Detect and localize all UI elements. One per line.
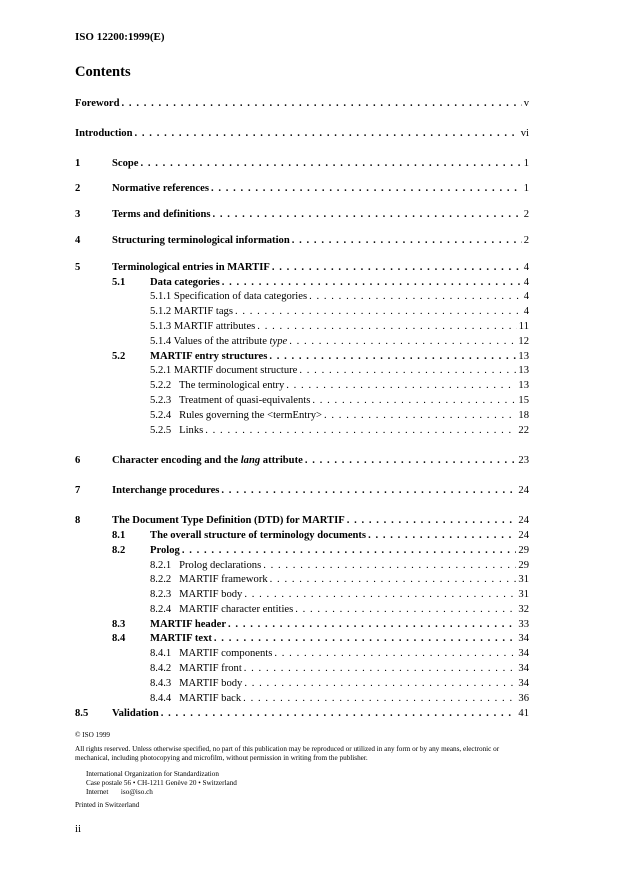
toc-entry[interactable] bbox=[75, 514, 529, 527]
page-number: ii bbox=[75, 823, 82, 835]
toc-entry-title: 5.1.2 MARTIF tags bbox=[150, 306, 233, 317]
toc-entry-page: 34 bbox=[518, 678, 529, 689]
toc-entry-number: 7 bbox=[75, 485, 81, 496]
toc-entry-title: 8.2.3 MARTIF body bbox=[150, 589, 243, 600]
toc-entry-title: 5.2.4 Rules governing the <termEntry> bbox=[150, 410, 323, 421]
publisher-address: Case postale 56 • CH-1211 Genève 20 • Switzerland bbox=[86, 779, 237, 787]
toc-entry-number: 3 bbox=[75, 209, 81, 220]
toc-dot-leader bbox=[295, 603, 516, 616]
toc-entry-page: 18 bbox=[518, 410, 529, 421]
toc-dot-leader bbox=[161, 707, 517, 720]
toc-dot-leader bbox=[312, 394, 516, 407]
publisher-internet: Internet iso@iso.ch bbox=[86, 788, 153, 796]
toc-dot-leader bbox=[270, 573, 517, 586]
toc-entry-page: 13 bbox=[518, 365, 529, 376]
toc-entry-title: Terminological entries in MARTIF bbox=[112, 262, 270, 273]
toc-entry-title: The overall structure of terminology documents bbox=[150, 530, 367, 541]
toc-entry-number: 5.2 bbox=[112, 351, 126, 362]
toc-entry[interactable] bbox=[75, 484, 529, 497]
toc-entry-number: 2 bbox=[75, 183, 81, 194]
toc-entry-page: 2 bbox=[523, 235, 529, 246]
toc-dot-leader bbox=[305, 454, 517, 467]
toc-entry-title: Character encoding and the lang attribute bbox=[112, 455, 303, 466]
toc-entry[interactable] bbox=[75, 127, 529, 140]
toc-entry-page: 11 bbox=[518, 321, 529, 332]
toc-entry-page: 29 bbox=[518, 545, 529, 556]
toc-dot-leader bbox=[211, 182, 522, 195]
toc-entry-page: 2 bbox=[523, 209, 529, 220]
toc-dot-leader bbox=[214, 632, 517, 645]
toc-entry[interactable] bbox=[150, 559, 529, 572]
toc-entry[interactable] bbox=[150, 335, 529, 348]
toc-entry[interactable] bbox=[150, 692, 529, 705]
toc-entry[interactable] bbox=[150, 424, 529, 437]
toc-entry-page: 34 bbox=[518, 633, 529, 644]
toc-entry-number: 8.3 bbox=[112, 619, 126, 630]
toc-entry-title: MARTIF header bbox=[150, 619, 227, 630]
toc-entry-title: 8.4.3 MARTIF body bbox=[150, 678, 243, 689]
toc-dot-leader bbox=[299, 364, 516, 377]
toc-entry-number: 6 bbox=[75, 455, 81, 466]
toc-entry-title: Prolog bbox=[150, 545, 180, 556]
toc-entry-title: Data categories bbox=[150, 277, 220, 288]
toc-dot-leader bbox=[222, 276, 522, 289]
toc-entry[interactable] bbox=[75, 208, 529, 221]
toc-entry-number: 8.4 bbox=[112, 633, 126, 644]
copyright-notice: © ISO 1999 bbox=[75, 731, 111, 739]
toc-entry-title: 5.1.1 Specification of data categories bbox=[150, 291, 308, 302]
publisher-name: International Organization for Standardization bbox=[86, 770, 219, 778]
toc-dot-leader bbox=[368, 529, 516, 542]
toc-entry[interactable] bbox=[150, 290, 529, 303]
toc-entry-title: 8.2.2 MARTIF framework bbox=[150, 574, 268, 585]
toc-entry-title: 8.4.1 MARTIF components bbox=[150, 648, 273, 659]
toc-entry-title: 8.2.1 Prolog declarations bbox=[150, 560, 262, 571]
toc-entry-page: 34 bbox=[518, 648, 529, 659]
toc-entry[interactable] bbox=[150, 394, 529, 407]
toc-entry[interactable] bbox=[150, 320, 529, 333]
toc-entry-page: 4 bbox=[523, 262, 529, 273]
toc-dot-leader bbox=[286, 379, 516, 392]
toc-entry[interactable] bbox=[150, 677, 529, 690]
toc-dot-leader bbox=[122, 97, 522, 110]
toc-entry-title: 5.1.4 Values of the attribute type bbox=[150, 336, 288, 347]
toc-entry[interactable] bbox=[75, 157, 529, 170]
toc-dot-leader bbox=[140, 157, 521, 170]
toc-entry-title: 5.2.2 The terminological entry bbox=[150, 380, 285, 391]
toc-entry-page: 36 bbox=[518, 693, 529, 704]
toc-entry-title: Structuring terminological information bbox=[112, 235, 290, 246]
toc-dot-leader bbox=[244, 662, 517, 675]
toc-entry[interactable] bbox=[75, 97, 529, 110]
page-title: Contents bbox=[75, 64, 131, 80]
toc-dot-leader bbox=[257, 320, 517, 333]
toc-entry-page: 34 bbox=[518, 663, 529, 674]
toc-entry-number: 8 bbox=[75, 515, 81, 526]
toc-entry[interactable] bbox=[75, 182, 529, 195]
toc-entry-title: 5.2.3 Treatment of quasi-equivalents bbox=[150, 395, 311, 406]
toc-entry-page: 4 bbox=[523, 291, 529, 302]
toc-entry-number: 5.1 bbox=[112, 277, 126, 288]
document-header: ISO 12200:1999(E) bbox=[75, 31, 165, 43]
toc-entry-title: 8.2.4 MARTIF character entities bbox=[150, 604, 294, 615]
toc-entry-title: 5.2.1 MARTIF document structure bbox=[150, 365, 298, 376]
toc-entry-page: 1 bbox=[523, 183, 529, 194]
toc-entry-title: The Document Type Definition (DTD) for MARTIF bbox=[112, 515, 345, 526]
toc-entry-page: 15 bbox=[518, 395, 529, 406]
toc-entry-number: 1 bbox=[75, 158, 81, 169]
toc-entry-page: 41 bbox=[518, 708, 529, 719]
toc-entry[interactable] bbox=[150, 305, 529, 318]
printed-note: Printed in Switzerland bbox=[75, 801, 140, 809]
toc-entry-number: 4 bbox=[75, 235, 81, 246]
toc-entry-title: Terms and definitions bbox=[112, 209, 211, 220]
toc-entry-title: 5.2.5 Links bbox=[150, 425, 204, 436]
toc-entry[interactable] bbox=[150, 573, 529, 586]
toc-dot-leader bbox=[263, 559, 516, 572]
toc-entry-page: 4 bbox=[523, 306, 529, 317]
toc-entry-page: 23 bbox=[518, 455, 529, 466]
toc-entry-number: 5 bbox=[75, 262, 81, 273]
toc-entry[interactable] bbox=[112, 544, 529, 557]
toc-entry-title: Validation bbox=[112, 708, 159, 719]
toc-entry-page: 12 bbox=[518, 336, 529, 347]
toc-entry-page: 24 bbox=[518, 515, 529, 526]
toc-entry-number: 8.1 bbox=[112, 530, 126, 541]
toc-entry[interactable] bbox=[112, 618, 529, 631]
toc-entry-number: 8.2 bbox=[112, 545, 126, 556]
toc-entry[interactable] bbox=[75, 234, 529, 247]
toc-entry-title: 8.4.4 MARTIF back bbox=[150, 693, 242, 704]
toc-entry-page: 4 bbox=[523, 277, 529, 288]
toc-entry-page: v bbox=[523, 98, 529, 109]
toc-entry-page: vi bbox=[520, 128, 529, 139]
toc-dot-leader bbox=[244, 588, 516, 601]
toc-entry[interactable] bbox=[150, 662, 529, 675]
toc-dot-leader bbox=[135, 127, 519, 140]
toc-dot-leader bbox=[182, 544, 517, 557]
toc-entry-title: MARTIF text bbox=[150, 633, 212, 644]
toc-entry-page: 32 bbox=[518, 604, 529, 615]
toc-dot-leader bbox=[292, 234, 522, 247]
toc-dot-leader bbox=[269, 350, 516, 363]
toc-entry[interactable] bbox=[112, 529, 529, 542]
toc-entry[interactable] bbox=[75, 707, 529, 720]
toc-entry-page: 13 bbox=[518, 351, 529, 362]
toc-entry[interactable] bbox=[112, 276, 529, 289]
toc-entry[interactable] bbox=[112, 632, 529, 645]
toc-entry-title: 8.4.2 MARTIF front bbox=[150, 663, 242, 674]
toc-dot-leader bbox=[221, 484, 516, 497]
toc-entry[interactable] bbox=[150, 603, 529, 616]
toc-dot-leader bbox=[243, 692, 516, 705]
rights-statement: All rights reserved. Unless otherwise specified, no part of this publication may be reproduced or utilized in any form or by any means, electronic or mechanical, including photocopying and microfilm, without permission in writing from the publisher. bbox=[75, 745, 500, 762]
toc-entry-page: 13 bbox=[518, 380, 529, 391]
toc-entry-title: 5.1.3 MARTIF attributes bbox=[150, 321, 256, 332]
toc-dot-leader bbox=[309, 290, 522, 303]
toc-entry-title: Normative references bbox=[112, 183, 209, 194]
toc-dot-leader bbox=[205, 424, 516, 437]
toc-entry[interactable] bbox=[150, 379, 529, 392]
toc-entry-page: 24 bbox=[518, 530, 529, 541]
toc-entry-page: 31 bbox=[518, 574, 529, 585]
toc-dot-leader bbox=[289, 335, 516, 348]
toc-entry-title: Interchange procedures bbox=[112, 485, 220, 496]
toc-entry-title: Introduction bbox=[75, 128, 133, 139]
toc-dot-leader bbox=[272, 261, 522, 274]
toc-entry-title: Foreword bbox=[75, 98, 120, 109]
toc-dot-leader bbox=[235, 305, 522, 318]
toc-dot-leader bbox=[324, 409, 516, 422]
toc-dot-leader bbox=[244, 677, 516, 690]
toc-entry[interactable] bbox=[150, 364, 529, 377]
toc-dot-leader bbox=[347, 514, 517, 527]
toc-entry[interactable] bbox=[112, 350, 529, 363]
toc-entry[interactable] bbox=[75, 261, 529, 274]
toc-entry-title: MARTIF entry structures bbox=[150, 351, 268, 362]
toc-entry[interactable] bbox=[75, 454, 529, 467]
toc-entry-page: 29 bbox=[518, 560, 529, 571]
toc-entry[interactable] bbox=[150, 647, 529, 660]
toc-entry-number: 8.5 bbox=[75, 708, 89, 719]
toc-dot-leader bbox=[274, 647, 516, 660]
toc-entry-title: Scope bbox=[112, 158, 139, 169]
toc-entry-page: 24 bbox=[518, 485, 529, 496]
toc-dot-leader bbox=[213, 208, 522, 221]
toc-entry-page: 1 bbox=[523, 158, 529, 169]
toc-entry[interactable] bbox=[150, 588, 529, 601]
toc-dot-leader bbox=[228, 618, 516, 631]
toc-entry-page: 33 bbox=[518, 619, 529, 630]
toc-entry-page: 22 bbox=[518, 425, 529, 436]
toc-entry-page: 31 bbox=[518, 589, 529, 600]
toc-entry[interactable] bbox=[150, 409, 529, 422]
